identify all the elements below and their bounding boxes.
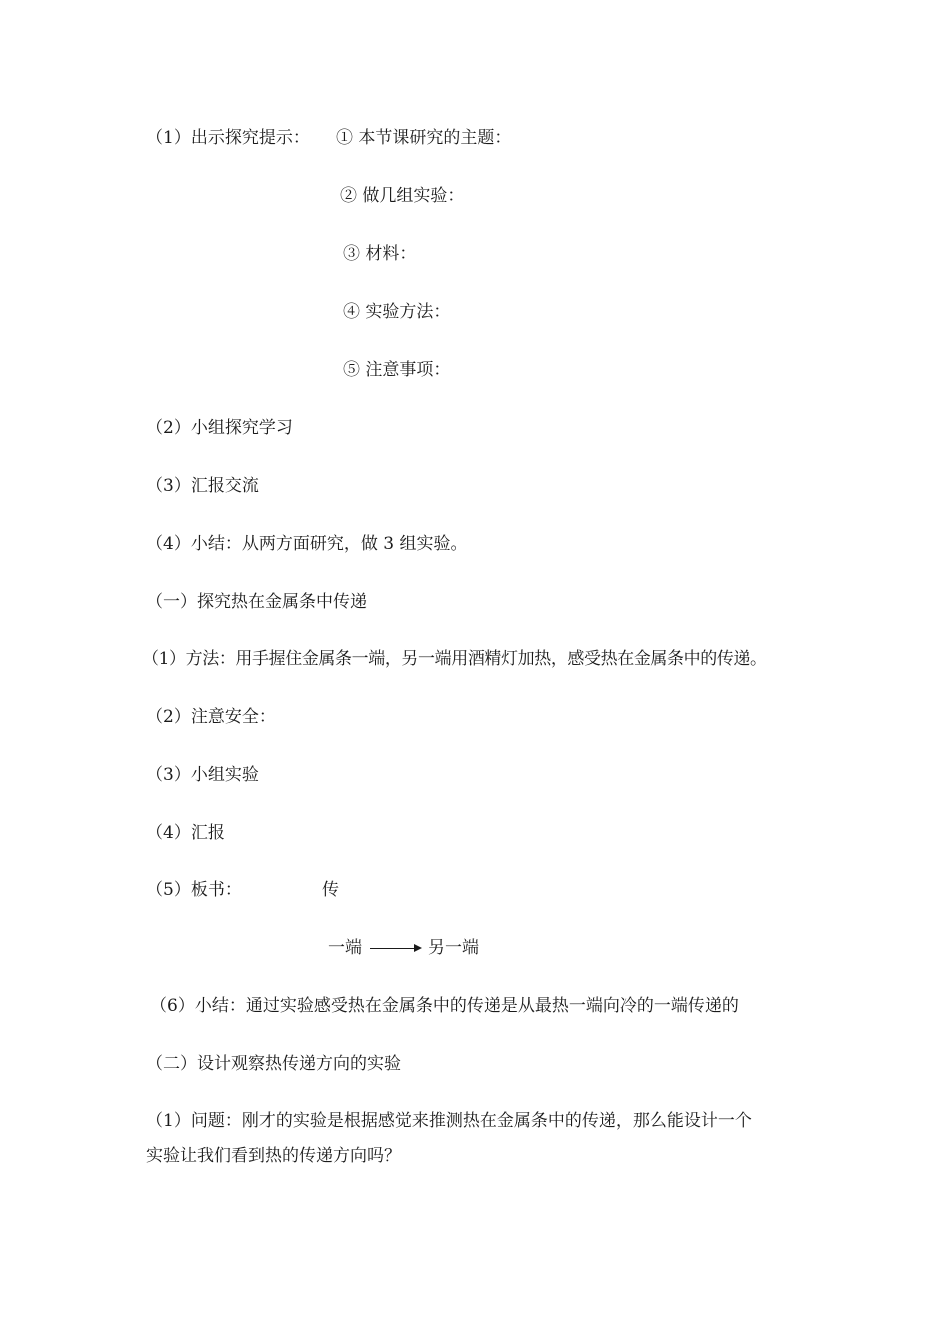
- board-diagram: [328, 936, 479, 960]
- section2-question-line2: 实验让我们看到热的传递方向吗？: [146, 1146, 401, 1166]
- section1-heading: （一）探究热在金属条中传递: [146, 592, 367, 612]
- section1-summary: （6）小结：通过实验感受热在金属条中的传递是从最热一端向冷的一端传递的: [150, 996, 739, 1016]
- section2-heading: （二）设计观察热传递方向的实验: [146, 1054, 401, 1074]
- hint-item-materials: ③ 材料：: [343, 244, 417, 264]
- hint-item-precautions: ⑤ 注意事项：: [343, 360, 451, 380]
- hint-item-topic: ① 本节课研究的主题：: [336, 128, 512, 148]
- step-group-study: （2）小组探究学习: [146, 418, 293, 438]
- board-top-char: 传: [322, 880, 339, 900]
- arrow-right-icon: [370, 936, 422, 960]
- hint-item-experiments: ② 做几组实验：: [340, 186, 465, 206]
- board-left-end: 一端: [328, 938, 362, 958]
- hint-item-method: ④ 实验方法：: [343, 302, 451, 322]
- section1-report: （4）汇报: [146, 823, 225, 843]
- section1-method: （1）方法：用手握住金属条一端，另一端用酒精灯加热，感受热在金属条中的传递。: [142, 649, 767, 669]
- section1-group-experiment: （3）小组实验: [146, 765, 259, 785]
- board-right-end: 另一端: [428, 938, 479, 958]
- step-report: （3）汇报交流: [146, 476, 259, 496]
- section2-question-line1: （1）问题：刚才的实验是根据感觉来推测热在金属条中的传递，那么能设计一个: [146, 1111, 752, 1131]
- board-label: （5）板书：: [146, 880, 242, 900]
- hint-label: （1）出示探究提示：: [146, 128, 310, 148]
- section1-safety: （2）注意安全：: [146, 707, 276, 727]
- step-summary: （4）小结：从两方面研究，做 3 组实验。: [146, 534, 468, 554]
